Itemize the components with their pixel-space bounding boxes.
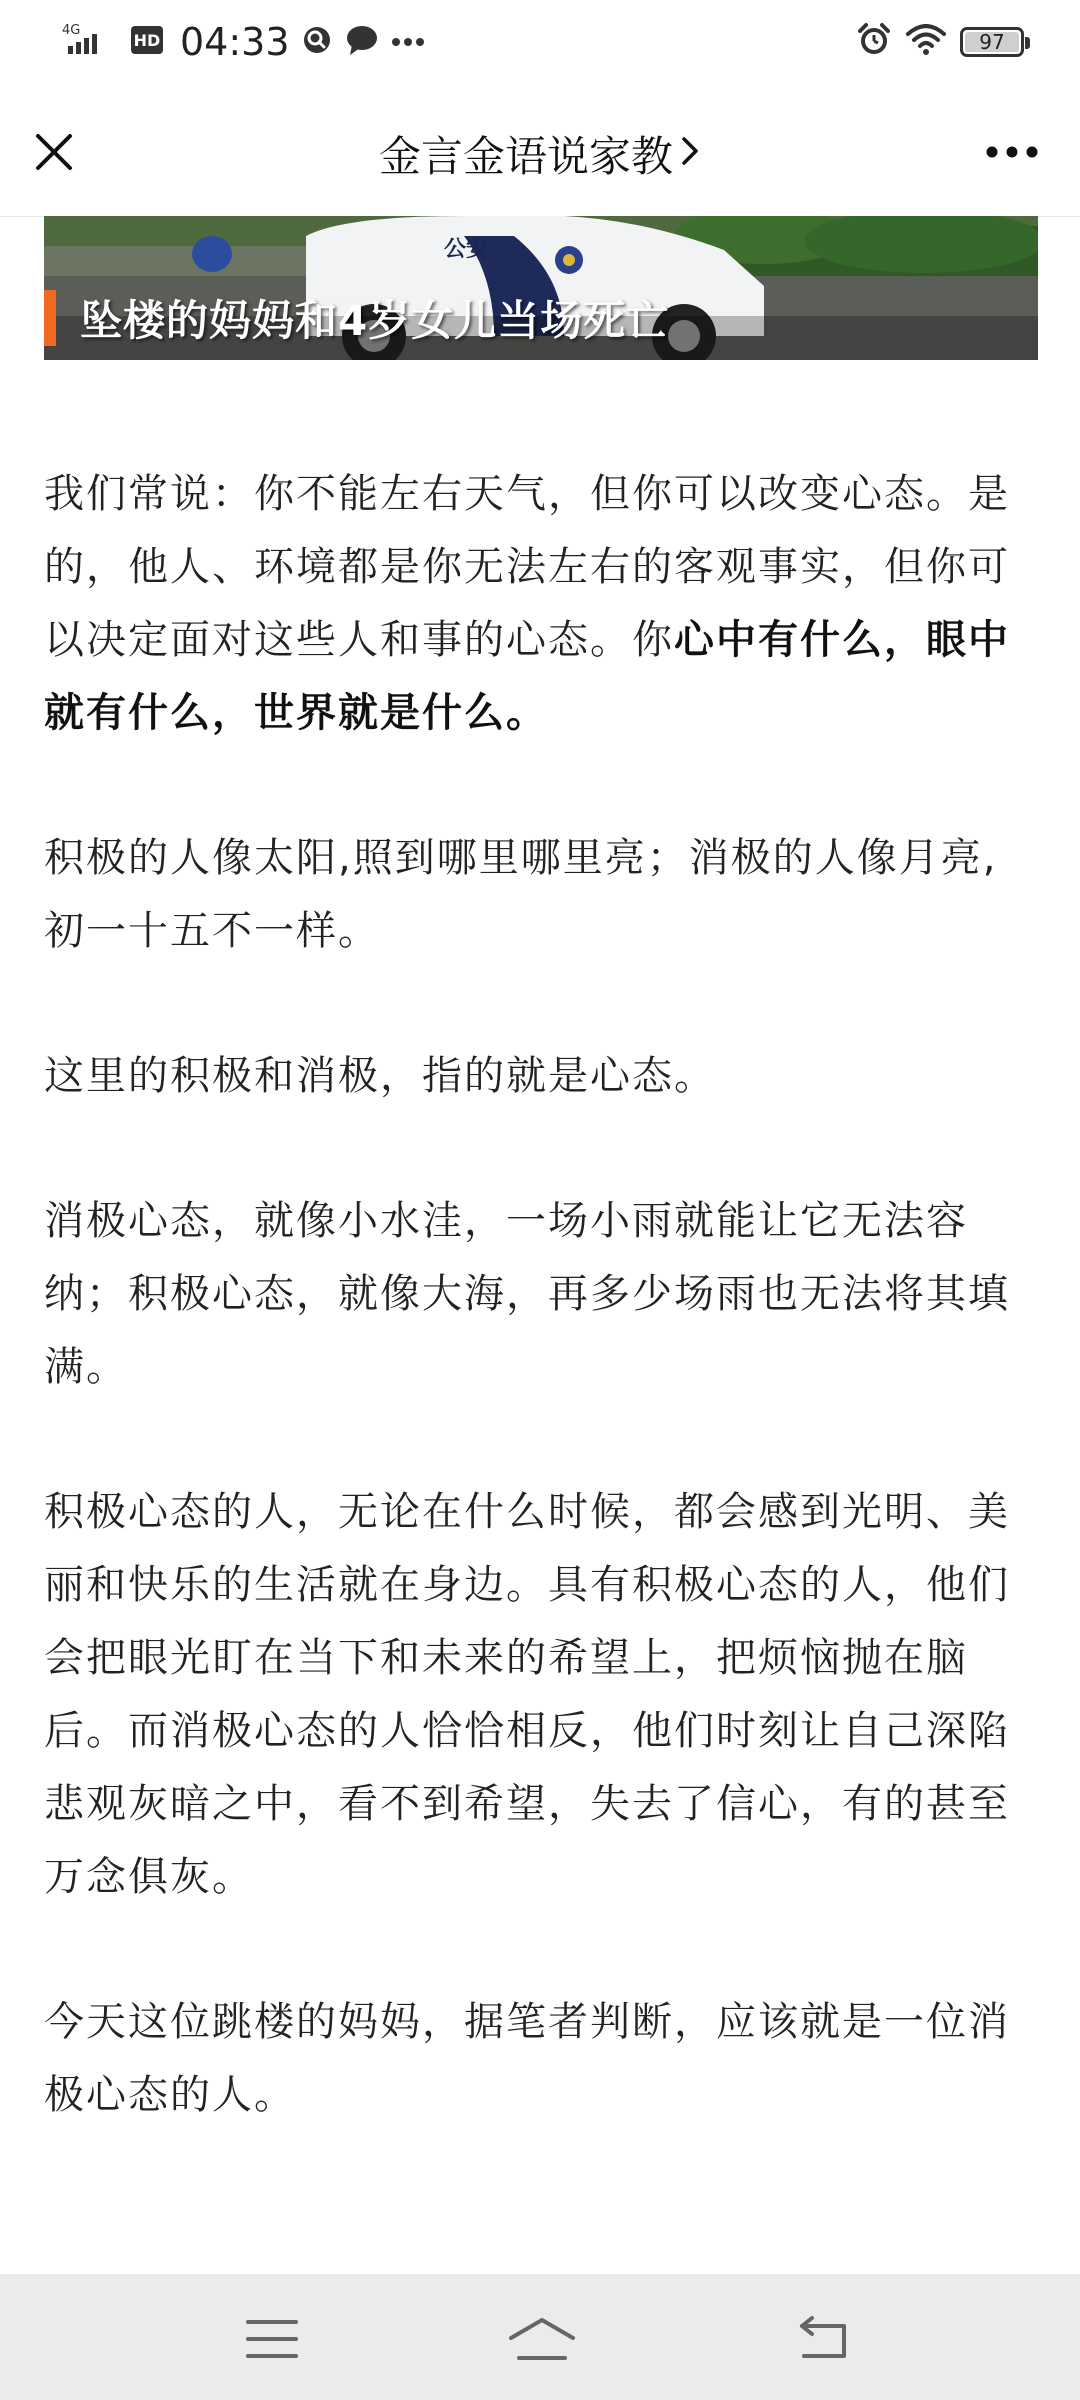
account-name: 金言金语说家教 bbox=[378, 132, 673, 181]
search-app-icon bbox=[300, 23, 334, 61]
chat-bubble-icon bbox=[344, 23, 380, 61]
paragraph-1-text: 我们常说：你不能左右天气，但你可以改变心态。是的，他人、环境都是你无法左右的客观事实，但你可以决定面对这些人和事的心态。你 bbox=[44, 471, 1010, 663]
article-image[interactable] bbox=[44, 216, 1038, 360]
wifi-icon bbox=[906, 24, 946, 60]
menu-icon[interactable] bbox=[242, 2314, 302, 2364]
paragraph-3: 这里的积极和消极，指的就是心态。 bbox=[44, 1053, 716, 1099]
chevron-right-icon bbox=[679, 130, 701, 179]
image-caption: 坠楼的妈妈和4岁女儿当场死亡 bbox=[80, 296, 670, 345]
image-caption-bar bbox=[44, 288, 1038, 348]
caption-accent bbox=[44, 290, 56, 346]
back-icon[interactable] bbox=[794, 2314, 854, 2364]
status-left bbox=[62, 18, 426, 66]
battery-icon bbox=[960, 27, 1024, 57]
more-icon[interactable] bbox=[984, 144, 1040, 160]
paragraph-1-bold: 心中有什么，眼中就有什么，世界就是什么。 bbox=[44, 617, 1010, 736]
paragraph-6: 今天这位跳楼的妈妈，据笔者判断，应该就是一位消极心态的人。 bbox=[44, 1999, 1010, 2118]
hd-icon bbox=[130, 24, 164, 60]
battery-level: 97 bbox=[979, 30, 1005, 54]
status-time: 04:33 bbox=[180, 20, 290, 64]
svg-text:4G: 4G bbox=[62, 23, 81, 38]
paragraph-4: 消极心态，就像小水洼，一场小雨就能让它无法容纳；积极心态，就像大海，再多少场雨也无法将其填满。 bbox=[44, 1198, 1010, 1390]
more-dots-icon bbox=[390, 33, 426, 52]
article-body bbox=[44, 458, 1038, 2204]
paragraph-2: 积极的人像太阳,照到哪里哪里亮；消极的人像月亮,初一十五不一样。 bbox=[44, 835, 998, 954]
svg-text:HD: HD bbox=[133, 31, 161, 50]
home-icon[interactable] bbox=[505, 2314, 579, 2364]
status-bar bbox=[0, 0, 1080, 84]
alarm-icon bbox=[856, 22, 892, 62]
account-title-link[interactable] bbox=[0, 124, 1080, 184]
signal-icon bbox=[62, 22, 120, 62]
car-label: 公安 bbox=[444, 237, 489, 262]
paragraph-1 bbox=[44, 458, 1038, 750]
system-navigation-bar bbox=[0, 2274, 1080, 2400]
nav-bar bbox=[0, 84, 1080, 217]
paragraph-5: 积极心态的人，无论在什么时候，都会感到光明、美丽和快乐的生活就在身边。具有积极心态的人，他们会把眼光盯在当下和未来的希望上，把烦恼抛在脑后。而消极心态的人恰恰相反，他们时刻让自己深陷悲观灰暗之中，看不到希望，失去了信心，有的甚至万念俱灰。 bbox=[44, 1489, 1010, 1900]
status-right bbox=[856, 20, 1024, 64]
